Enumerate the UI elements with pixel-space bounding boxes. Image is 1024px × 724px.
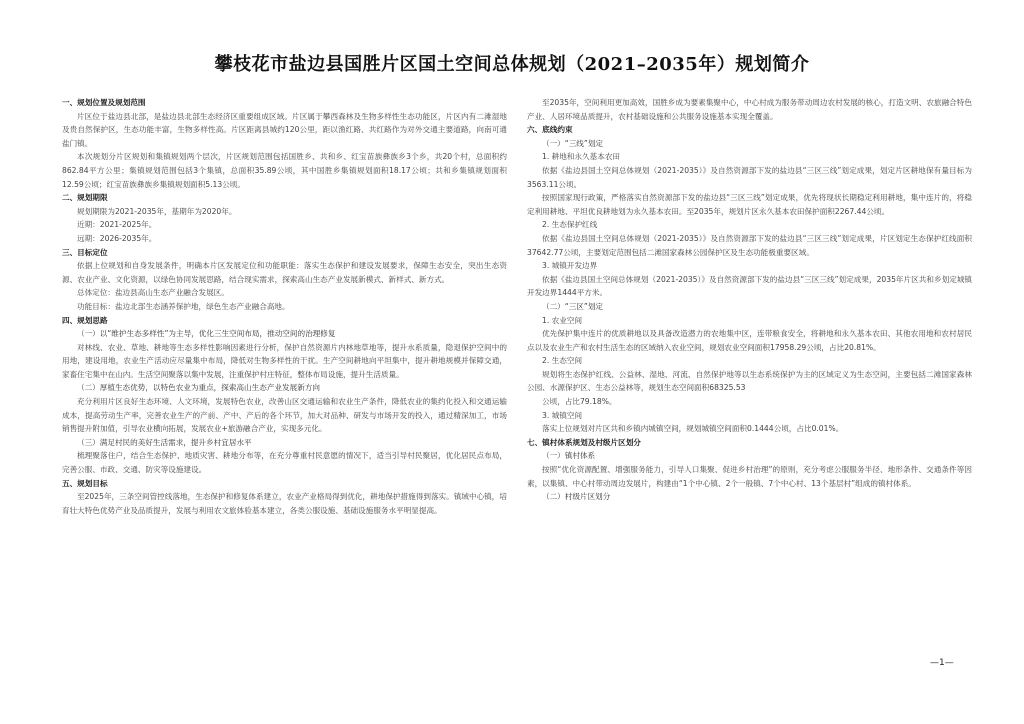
section-heading: 二、规划期限 (62, 193, 108, 203)
left-column (62, 96, 507, 517)
paragraph: 2. 生态保护红线 (542, 220, 598, 230)
paragraph: 功能目标：盐边北部生态涵养保护地，绿色生态产业融合高地。 (77, 301, 290, 311)
subsection-heading: （一）镇村体系 (542, 451, 596, 461)
section-heading: 三、目标定位 (62, 247, 108, 257)
paragraph: 按照“优化资源配置、增强服务能力，引导人口集聚、促进乡村治理”的原则，充分考虑公服服务半径、地形条件、交通条件等因素，以集镇、中心村带动周边发展片，构建由“1个中心镇、2个一般镇、7个中心村、13个基层村”组成的镇村体系。 (527, 465, 972, 488)
document-title: 攀枝花市盐边县国胜片区国土空间总体规划（2021–2035年）规划简介 (214, 54, 810, 75)
paragraph: 依据《盐边县国土空间总体规划（2021-2035）》及自然资源部下发的盐边县“三区三线”划定成果，片区划定生态保护红线面积37642.77公顷，主要划定范围包括二滩国家森林公园保护区及生态功能极重要区域。 (527, 233, 972, 257)
subsection-heading: （三）满足村民的美好生活需求，提升乡村宜居水平 (77, 437, 252, 447)
paragraph: 3. 城镇开发边界 (542, 261, 598, 271)
paragraph: 本次规划分片区规划和集镇规划两个层次，片区规划范围包括国胜乡、共和乡、红宝苗族彝族乡3个乡，共20个村，总面积约862.84平方公里；集镇规划范围包括3个集镇，总面积35.89公顷，其中国胜乡集镇规划面积18.17公顷；共和乡集镇规划面积12.59公顷；红宝苗族彝族乡集镇规划面积5.13公顷。 (62, 152, 507, 189)
paragraph: 依据《盐边县国土空间总体规划（2021-2035）》及自然资源部下发的盐边县“三区三线”划定成果，2035年片区共和乡划定城镇开发边界1444平方米。 (527, 274, 972, 298)
subsection-heading: （二）厚植生态优势，以特色农业为重点，探索高山生态产业发展新方向 (77, 383, 320, 393)
paragraph: 依据《盐边县国土空间总体规划（2021-2035）》及自然资源部下发的盐边县“三区三线”划定成果，划定片区耕地保有量目标为3563.11公顷。 (527, 165, 972, 189)
paragraph: 规划期限为2021-2035年，基期年为2020年。 (77, 206, 237, 216)
paragraph: 公顷，占比79.18%。 (542, 397, 617, 407)
paragraph: 片区位于盐边县北部，是盐边县北部生态经济区重要组成区域。片区属于攀西森林及生物多样性生态功能区，片区内有二滩湿地及贵自然保护区，生态功能丰富，生物多样性高。片区距离县城约120公里，距以渔红路、共红路作为对外交通主要道路，向南可通盐门镇。 (62, 111, 507, 148)
paragraph: 优先保护集中连片的优质耕地以及具备改造潜力的农地集中区，连带粮食安全，将耕地和永久基本农田、其他农用地和农村居民点以及农业生产和农村生活生态的区域纳入农业空间，规划农业空间面积17958.29公顷，占比20.81%。 (527, 329, 972, 352)
subsection-heading: （一）“三线”划定 (542, 138, 604, 148)
page-number: —1— (930, 658, 954, 668)
subsection-heading: （二）“三区”划定 (542, 301, 604, 311)
paragraph: 梳理聚落住户，结合生态保护、地质灾害、耕地分布等，在充分尊重村民意愿的情况下，适当引导村民聚居，优化居民点布局，完善公服、市政、交通、防灾等设施建设。 (62, 451, 507, 475)
paragraph: 充分利用片区良好生态环境、人文环境，发展特色农业，改善山区交通运输和农业生产条件，降低农业的集约化投入和交通运输成本，提高劳动生产率，完善农业生产的产前、产中、产后的各个环节，加大对品种、研发与市场开发的投入，通过精深加工，市场销售提升附加值，引导农业横向拓展，发展农业+旅游融合产业，实现多元化。 (62, 397, 507, 434)
subsection-heading: （二）村级片区划分 (542, 492, 611, 502)
paragraph: 落实上位规划对片区共和乡镇内城镇空间，规划城镇空间面积0.1444公顷，占比0.01%。 (542, 424, 844, 434)
paragraph: 3. 城镇空间 (542, 410, 583, 420)
section-heading: 六、底线约束 (527, 125, 573, 135)
section-heading: 七、镇村体系规划及村级片区划分 (527, 437, 641, 447)
paragraph: 依据上位规划和自身发展条件，明确本片区发展定位和功能职能：落实生态保护和建设发展要求，保障生态安全，突出生态资源、农业产业、文化资源，以绿色协同发展思路，结合现实需求，探索高山生态产业发展新模式、新样式、新方式。 (62, 261, 507, 284)
paragraph: 远期：2026-2035年。 (77, 233, 157, 243)
section-heading: 一、规划位置及规划范围 (62, 98, 146, 107)
paragraph: 总体定位：盐边县高山生态产业融合发展区。 (77, 288, 229, 298)
section-heading: 五、规划目标 (62, 478, 108, 488)
paragraph: 近期：2021-2025年。 (77, 220, 157, 230)
right-column (527, 96, 972, 504)
section-heading: 四、规划思路 (62, 315, 108, 325)
paragraph: 规划将生态保护红线、公益林、湿地、河流、自然保护地等以生态系统保护为主的区域定义为生态空间，主要包括二滩国家森林公园、水源保护区、生态公益林等，规划生态空间面积68325.53 (527, 369, 972, 393)
paragraph: 至2025年，三条空间管控线落地，生态保护和修复体系建立，农业产业格局得到优化，耕地保护措施得到落实。镇域中心镇，培育壮大特色优势产业及品质提升，发展与利用农文旅体验基本建立，各类公服设施、基础设施服务水平明显提高。 (62, 492, 507, 515)
paragraph: 1. 耕地和永久基本农田 (542, 152, 621, 162)
paragraph: 对林线、农业、草地、耕地等生态多样性影响因素进行分析，保护自然资源片内林地草地等，提升水系质量，隐退保护空间中的用地，建设用地，农业生产活动应尽量集中布局，降低对生物多样性的干扰。生产空间耕地向平坦集中，提升耕地规模并保障交通，家畜住宅集中在山内。生活空间聚落以集中发展，注重保护村庄特征，整体布局设施，提升生活质量。 (62, 342, 507, 379)
subsection-heading: （一）以“维护生态多样性”为主导，优化三生空间布局，推动空间的治理修复 (77, 329, 336, 339)
paragraph: 至2035年，空间利用更加高效，国胜乡成为要素集聚中心，中心村成为服务带动周边农村发展的核心，打造文明、农旅融合特色产业、人居环境品质提升，农村基础设施和公共服务设施基本实现全覆盖。 (527, 98, 972, 121)
paragraph: 1. 农业空间 (542, 315, 583, 325)
paragraph: 2. 生态空间 (542, 356, 583, 366)
paragraph: 按照国家现行政策，严格落实自然资源部下发的盐边县“三区三线”划定成果，优先将现状长期稳定利用耕地，集中连片的，将稳定利用耕地、平坦优良耕地划为永久基本农田。至2035年，规划片区永久基本农田保护面积2267.44公顷。 (527, 193, 972, 216)
